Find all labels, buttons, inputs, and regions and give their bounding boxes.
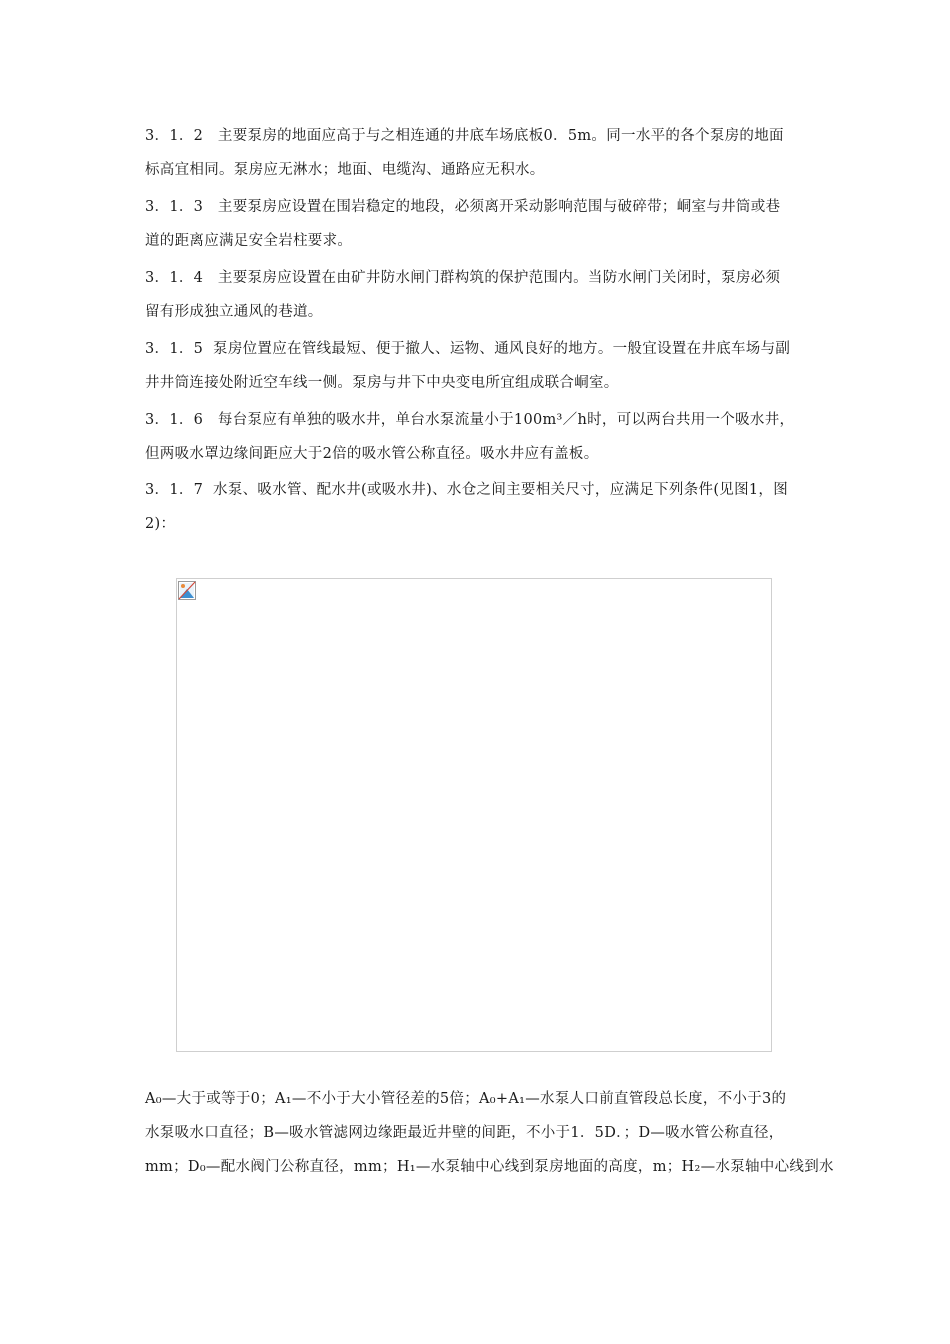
clause-text: 水泵、吸水管、配水井(或吸水井)、水仓之间主要相关尺寸，应满足下列条件(见图1，图 (213, 482, 789, 498)
clause-line (145, 473, 810, 507)
clause-3-1-7 (145, 473, 810, 541)
clause-number: 3．1．6 (145, 412, 204, 428)
clause-text: 留有形成独立通风的巷道。 (145, 304, 323, 320)
clause-text: 2)： (145, 516, 176, 532)
clause-3-1-3 (145, 190, 810, 258)
clause-line (145, 437, 810, 471)
legend-line: A₀—大于或等于0；A₁—不小于大小管径差的5倍；A₀+A₁—水泵人口前直管段总长度，不小于3的 (145, 1091, 787, 1107)
legend-line: 水泵吸水口直径；B—吸水管滤网边缘距最近井壁的间距，不小于1．5D．；D—吸水管公称直径， (145, 1125, 784, 1141)
clause-line (145, 403, 810, 437)
clause-line (145, 332, 810, 366)
clause-text: 每台泵应有单独的吸水井，单台水泵流量小于100m³／h时，可以两台共用一个吸水井， (217, 412, 795, 428)
clause-3-1-2 (145, 119, 810, 187)
clause-line (145, 261, 810, 295)
legend-line: mm；D₀—配水阀门公称直径，mm；H₁—水泵轴中心线到泵房地面的高度，m；H₂—水泵轴中心线到水 (145, 1159, 834, 1175)
clause-number: 3．1．5 (145, 341, 204, 357)
clause-text: 标高宜相同。泵房应无淋水；地面、电缆沟、通路应无积水。 (145, 162, 545, 178)
clause-text: 道的距离应满足安全岩柱要求。 (145, 233, 353, 249)
figure-placeholder (176, 578, 772, 1052)
clause-line (145, 295, 810, 329)
clause-number: 3．1．2 (145, 128, 204, 144)
clause-text: 主要泵房的地面应高于与之相连通的井底车场底板0．5m。同一水平的各个泵房的地面 (217, 128, 784, 144)
clause-line (145, 119, 810, 153)
clause-number: 3．1．4 (145, 270, 204, 286)
clause-number: 3．1．7 (145, 482, 204, 498)
clause-line (145, 507, 810, 541)
figure-legend (145, 1082, 834, 1184)
clause-line (145, 190, 810, 224)
clause-text: 井井筒连接处附近空车线一侧。泵房与井下中央变电所宜组成联合峒室。 (145, 375, 619, 391)
clause-number: 3．1．3 (145, 199, 204, 215)
clause-text: 但两吸水罩边缘间距应大于2倍的吸水管公称直径。吸水井应有盖板。 (145, 446, 599, 462)
clause-3-1-4 (145, 261, 810, 329)
broken-image-icon (178, 581, 196, 600)
clause-line (145, 366, 810, 400)
clause-line (145, 224, 810, 258)
clause-text: 主要泵房应设置在由矿井防水闸门群构筑的保护范围内。当防水闸门关闭时，泵房必须 (217, 270, 781, 286)
clause-line (145, 153, 810, 187)
clause-text: 主要泵房应设置在围岩稳定的地段，必须离开采动影响范围与破碎带；峒室与井筒或巷 (217, 199, 781, 215)
clause-3-1-5 (145, 332, 810, 400)
clause-text: 泵房位置应在管线最短、便于撤人、运物、通风良好的地方。一般宜设置在井底车场与副 (213, 341, 791, 357)
clause-3-1-6 (145, 403, 810, 471)
